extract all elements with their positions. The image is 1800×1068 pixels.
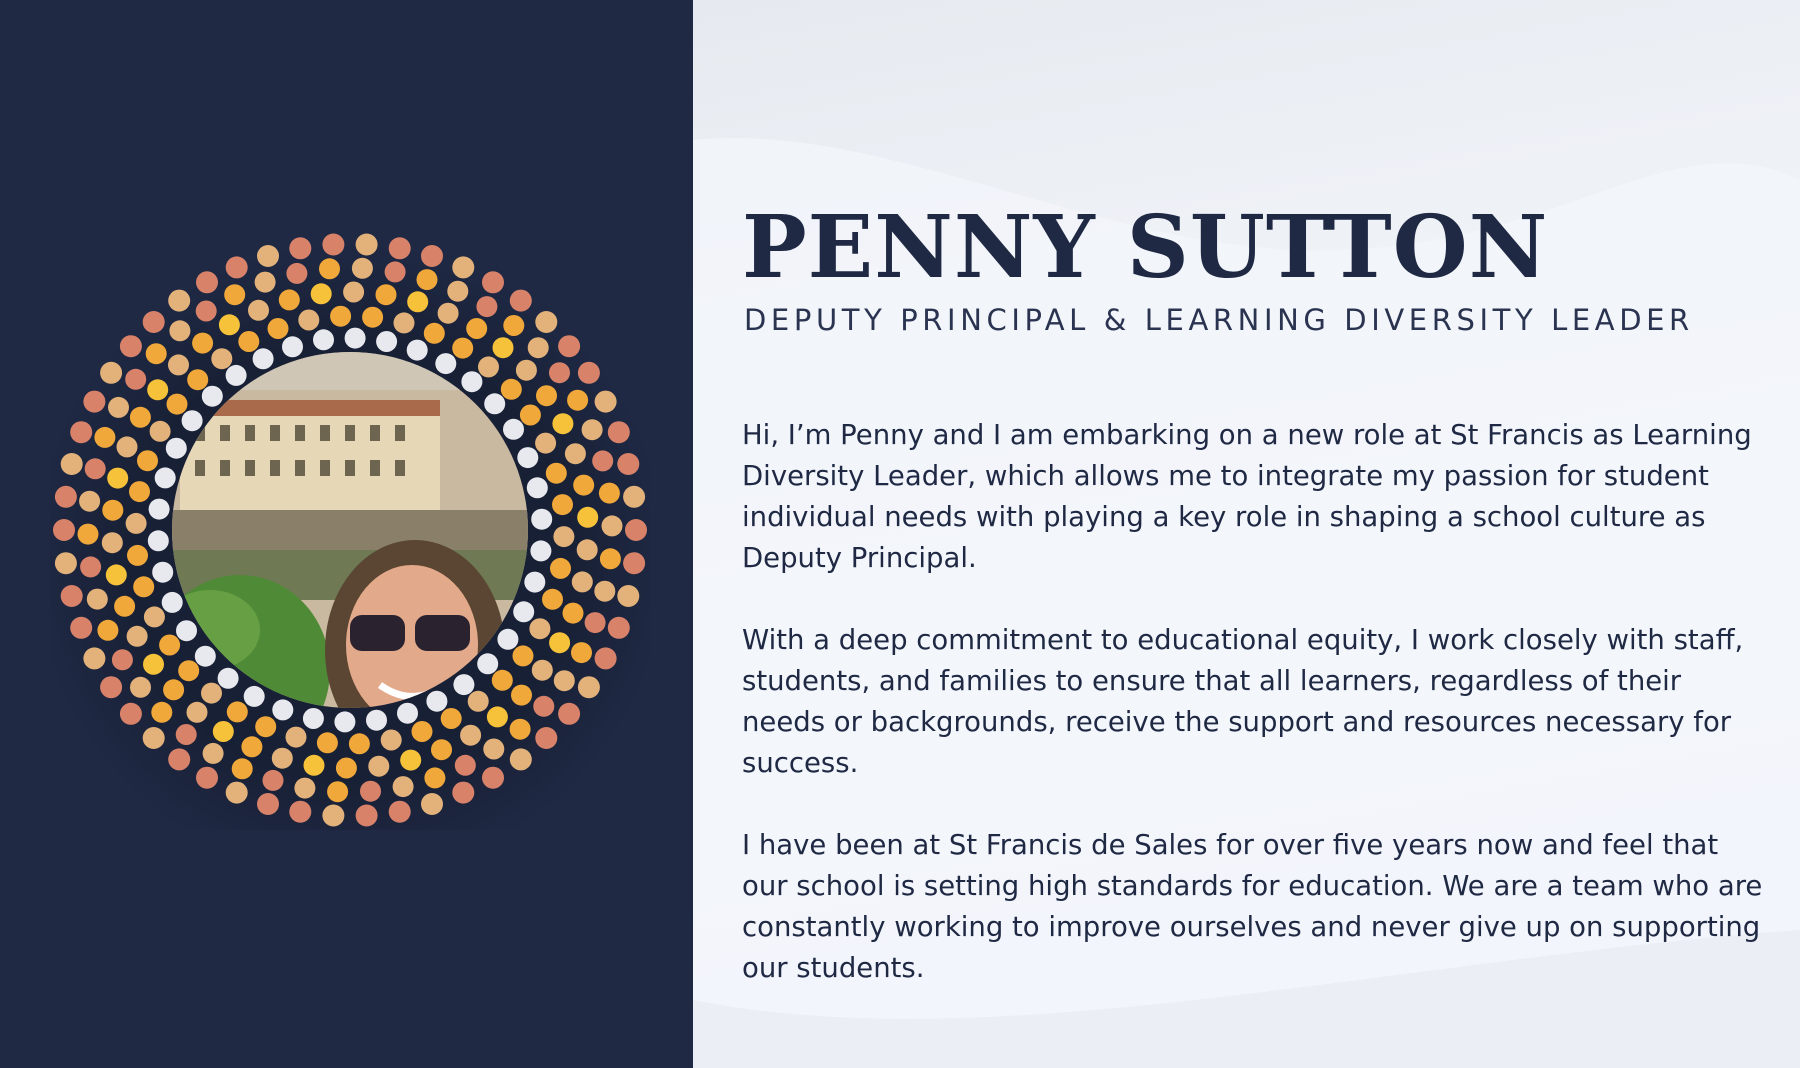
frame-dot <box>517 447 538 468</box>
frame-dot <box>549 362 570 383</box>
frame-dot <box>435 353 456 374</box>
frame-dot <box>577 539 598 560</box>
frame-dot <box>279 289 300 310</box>
frame-dot <box>553 526 574 547</box>
frame-dot <box>376 284 397 305</box>
frame-dot <box>482 271 504 293</box>
frame-dot <box>492 670 513 691</box>
frame-dot <box>535 727 557 749</box>
frame-dot <box>167 394 188 415</box>
frame-dot <box>78 524 99 545</box>
frame-dot <box>461 371 482 392</box>
frame-dot <box>187 369 208 390</box>
frame-dot <box>524 572 545 593</box>
frame-dot <box>438 303 459 324</box>
frame-dot <box>100 676 122 698</box>
frame-dot <box>501 379 522 400</box>
frame-dot <box>130 677 151 698</box>
frame-dot <box>393 776 414 797</box>
frame-dot <box>94 427 115 448</box>
frame-dot <box>424 767 445 788</box>
frame-dot <box>100 362 122 384</box>
profile-portrait <box>50 230 650 830</box>
frame-dot <box>466 318 487 339</box>
frame-dot <box>108 397 129 418</box>
frame-dot <box>322 234 344 256</box>
frame-dot <box>102 500 123 521</box>
frame-dot <box>319 258 340 279</box>
frame-dot <box>546 463 567 484</box>
frame-dot <box>226 782 248 804</box>
frame-dot <box>592 450 613 471</box>
frame-dot <box>573 475 594 496</box>
frame-dot <box>578 362 600 384</box>
frame-dot <box>289 801 311 823</box>
frame-dot <box>345 328 366 349</box>
frame-dot <box>70 617 92 639</box>
frame-dot <box>83 647 105 669</box>
profile-content <box>742 197 1772 1030</box>
frame-dot <box>453 674 474 695</box>
frame-dot <box>213 721 234 742</box>
frame-dot <box>452 782 474 804</box>
frame-dot <box>120 335 142 357</box>
frame-dot <box>513 601 534 622</box>
bio-paragraph: With a deep commitment to educational equity, I work closely with staff, students, and families to ensure that all learners, regardless of their needs or backgrounds, receive the support and resources necessary for success. <box>742 624 1744 779</box>
frame-dot <box>143 727 165 749</box>
frame-dot <box>85 458 106 479</box>
frame-dot <box>83 391 105 413</box>
dotted-frame <box>50 230 650 830</box>
frame-dot <box>455 755 476 776</box>
frame-dot <box>168 354 189 375</box>
frame-dot <box>366 710 387 731</box>
frame-dot <box>510 290 532 312</box>
frame-dot <box>263 770 284 791</box>
frame-dot <box>407 291 428 312</box>
frame-dot <box>102 532 123 553</box>
frame-dot <box>130 407 151 428</box>
frame-dot <box>144 606 165 627</box>
frame-dot <box>343 282 364 303</box>
frame-dot <box>582 419 603 440</box>
frame-dot <box>356 234 378 256</box>
frame-dot <box>112 649 133 670</box>
frame-dot <box>298 310 319 331</box>
frame-dot <box>55 552 77 574</box>
frame-dot <box>166 438 187 459</box>
frame-dot <box>219 314 240 335</box>
frame-dot <box>257 245 279 267</box>
frame-dot <box>421 793 443 815</box>
frame-dot <box>623 552 645 574</box>
frame-dot <box>211 348 232 369</box>
frame-dot <box>520 405 541 426</box>
frame-dot <box>531 509 552 530</box>
frame-dot <box>572 571 593 592</box>
frame-dot <box>255 716 276 737</box>
frame-dot <box>311 283 332 304</box>
frame-dot <box>114 596 135 617</box>
frame-dot <box>503 419 524 440</box>
frame-dot <box>527 477 548 498</box>
frame-dot <box>129 481 150 502</box>
frame-dot <box>241 736 262 757</box>
frame-dot <box>253 348 274 369</box>
frame-dot <box>595 391 617 413</box>
frame-dot <box>577 507 598 528</box>
frame-dot <box>536 385 557 406</box>
frame-dot <box>532 660 553 681</box>
frame-dot <box>187 702 208 723</box>
frame-dot <box>530 540 551 561</box>
frame-dot <box>336 758 357 779</box>
frame-dot <box>360 781 381 802</box>
frame-dot <box>431 739 452 760</box>
frame-dot <box>143 311 165 333</box>
frame-dot <box>317 732 338 753</box>
frame-dot <box>550 558 571 579</box>
frame-dot <box>567 390 588 411</box>
frame-dot <box>169 320 190 341</box>
frame-dot <box>594 581 615 602</box>
frame-dot <box>304 755 325 776</box>
frame-dot <box>407 340 428 361</box>
frame-dot <box>617 585 639 607</box>
frame-dot <box>600 548 621 569</box>
frame-dot <box>503 315 524 336</box>
frame-dot <box>608 617 630 639</box>
frame-dot <box>201 683 222 704</box>
frame-dot <box>535 433 556 454</box>
frame-dot <box>484 393 505 414</box>
frame-dot <box>558 335 580 357</box>
frame-dot <box>595 647 617 669</box>
frame-dot <box>286 727 307 748</box>
frame-dot <box>421 245 443 267</box>
frame-dot <box>447 281 468 302</box>
frame-dot <box>289 237 311 259</box>
frame-dot <box>322 805 344 827</box>
frame-dot <box>571 642 592 663</box>
frame-dot <box>232 758 253 779</box>
frame-dot <box>163 679 184 700</box>
frame-dot <box>155 467 176 488</box>
frame-dot <box>549 632 570 653</box>
frame-dot <box>397 703 418 724</box>
frame-dot <box>510 748 532 770</box>
frame-dot <box>162 592 183 613</box>
frame-dot <box>529 618 550 639</box>
frame-dot <box>196 301 217 322</box>
frame-dot <box>487 706 508 727</box>
frame-dot <box>148 530 169 551</box>
frame-dot <box>151 702 172 723</box>
frame-dot <box>352 258 373 279</box>
frame-dot <box>53 519 75 541</box>
frame-dot <box>79 491 100 512</box>
frame-dot <box>159 635 180 656</box>
frame-dot <box>334 711 355 732</box>
frame-dot <box>120 703 142 725</box>
frame-dot <box>394 312 415 333</box>
frame-dot <box>381 730 402 751</box>
frame-dot <box>513 645 534 666</box>
frame-dot <box>203 743 224 764</box>
frame-dot <box>552 494 573 515</box>
frame-dot <box>168 748 190 770</box>
frame-dot <box>61 585 83 607</box>
frame-dot <box>224 284 245 305</box>
frame-dot <box>238 331 259 352</box>
frame-dot <box>80 556 101 577</box>
frame-dot <box>282 336 303 357</box>
frame-dot <box>476 296 497 317</box>
frame-dot <box>483 739 504 760</box>
frame-dot <box>533 696 554 717</box>
frame-dot <box>376 331 397 352</box>
frame-dot <box>511 685 532 706</box>
frame-dot <box>554 670 575 691</box>
frame-dot <box>552 413 573 434</box>
frame-dot <box>126 513 147 534</box>
frame-dot <box>168 290 190 312</box>
profile-role: DEPUTY PRINCIPAL & LEARNING DIVERSITY LEADER <box>744 303 1694 337</box>
frame-dot <box>510 719 531 740</box>
frame-dot <box>468 691 489 712</box>
frame-dot <box>599 483 620 504</box>
frame-dot <box>294 778 315 799</box>
frame-dot <box>196 271 218 293</box>
frame-dot <box>424 323 445 344</box>
frame-dot <box>516 360 537 381</box>
frame-dot <box>478 356 499 377</box>
frame-dot <box>330 306 351 327</box>
frame-dot <box>452 256 474 278</box>
frame-dot <box>227 701 248 722</box>
frame-dot <box>143 654 164 675</box>
frame-dot <box>400 750 421 771</box>
frame-dot <box>493 337 514 358</box>
frame-dot <box>426 691 447 712</box>
frame-dot <box>327 781 348 802</box>
frame-dot <box>226 256 248 278</box>
frame-dot <box>563 603 584 624</box>
frame-dot <box>152 562 173 583</box>
frame-dot <box>368 756 389 777</box>
frame-dot <box>497 629 518 650</box>
frame-dot <box>127 626 148 647</box>
frame-dot <box>303 708 324 729</box>
frame-dot <box>106 564 127 585</box>
frame-dot <box>248 300 269 321</box>
frame-dot <box>149 499 170 520</box>
frame-dot <box>535 311 557 333</box>
frame-dot <box>558 703 580 725</box>
frame-dot <box>125 369 146 390</box>
profile-name: PENNY SUTTON <box>742 197 1549 298</box>
frame-dot <box>176 724 197 745</box>
frame-dot <box>97 620 118 641</box>
frame-dot <box>202 386 223 407</box>
frame-dot <box>385 261 406 282</box>
frame-dot <box>313 329 334 350</box>
bio-paragraph: I have been at St Francis de Sales for over five years now and feel that our school is setting high standards for education. We are a team who are constantly working to improve ourselves and never give up on supporting our students. <box>742 829 1763 984</box>
frame-dot <box>623 486 645 508</box>
frame-dot <box>117 436 138 457</box>
frame-dot <box>218 668 239 689</box>
frame-dot <box>460 725 481 746</box>
frame-dot <box>608 421 630 443</box>
frame-dot <box>585 612 606 633</box>
frame-dot <box>389 237 411 259</box>
frame-dot <box>349 733 370 754</box>
frame-dot <box>257 793 279 815</box>
frame-dot <box>146 343 167 364</box>
frame-dot <box>412 721 433 742</box>
frame-dot <box>417 269 438 290</box>
frame-dot <box>565 443 586 464</box>
frame-dot <box>133 576 154 597</box>
frame-dot <box>137 450 158 471</box>
frame-dot <box>178 660 199 681</box>
frame-dot <box>182 410 203 431</box>
frame-dot <box>482 767 504 789</box>
frame-dot <box>542 589 563 610</box>
frame-dot <box>602 515 623 536</box>
frame-dot <box>226 365 247 386</box>
frame-dot <box>55 486 77 508</box>
frame-dot <box>244 686 265 707</box>
frame-dot <box>268 318 289 339</box>
frame-dot <box>362 307 383 328</box>
frame-dot <box>477 653 498 674</box>
frame-dot <box>107 468 128 489</box>
frame-dot <box>625 519 647 541</box>
frame-dot <box>127 545 148 566</box>
frame-dot <box>150 421 171 442</box>
frame-dot <box>617 453 639 475</box>
frame-dot <box>389 801 411 823</box>
frame-dot <box>255 272 276 293</box>
frame-dot <box>528 337 549 358</box>
frame-dot <box>196 767 218 789</box>
frame-dot <box>286 263 307 284</box>
frame-dot <box>147 379 168 400</box>
frame-dot <box>176 620 197 641</box>
frame-dot <box>578 676 600 698</box>
frame-dot <box>195 646 216 667</box>
frame-dot <box>272 748 293 769</box>
frame-dot <box>441 708 462 729</box>
frame-dot <box>356 805 378 827</box>
profile-bio <box>742 415 1772 989</box>
frame-dot <box>70 421 92 443</box>
frame-dot <box>61 453 83 475</box>
frame-dot <box>452 338 473 359</box>
frame-dot <box>192 333 213 354</box>
left-panel <box>0 0 693 1068</box>
bio-paragraph: Hi, I’m Penny and I am embarking on a new role at St Francis as Learning Diversity Leader, which allows me to integrate my passion for student individual needs with playing a key role in shaping a school culture as Deputy Principal. <box>742 419 1752 574</box>
frame-dot <box>272 699 293 720</box>
frame-dot <box>87 589 108 610</box>
